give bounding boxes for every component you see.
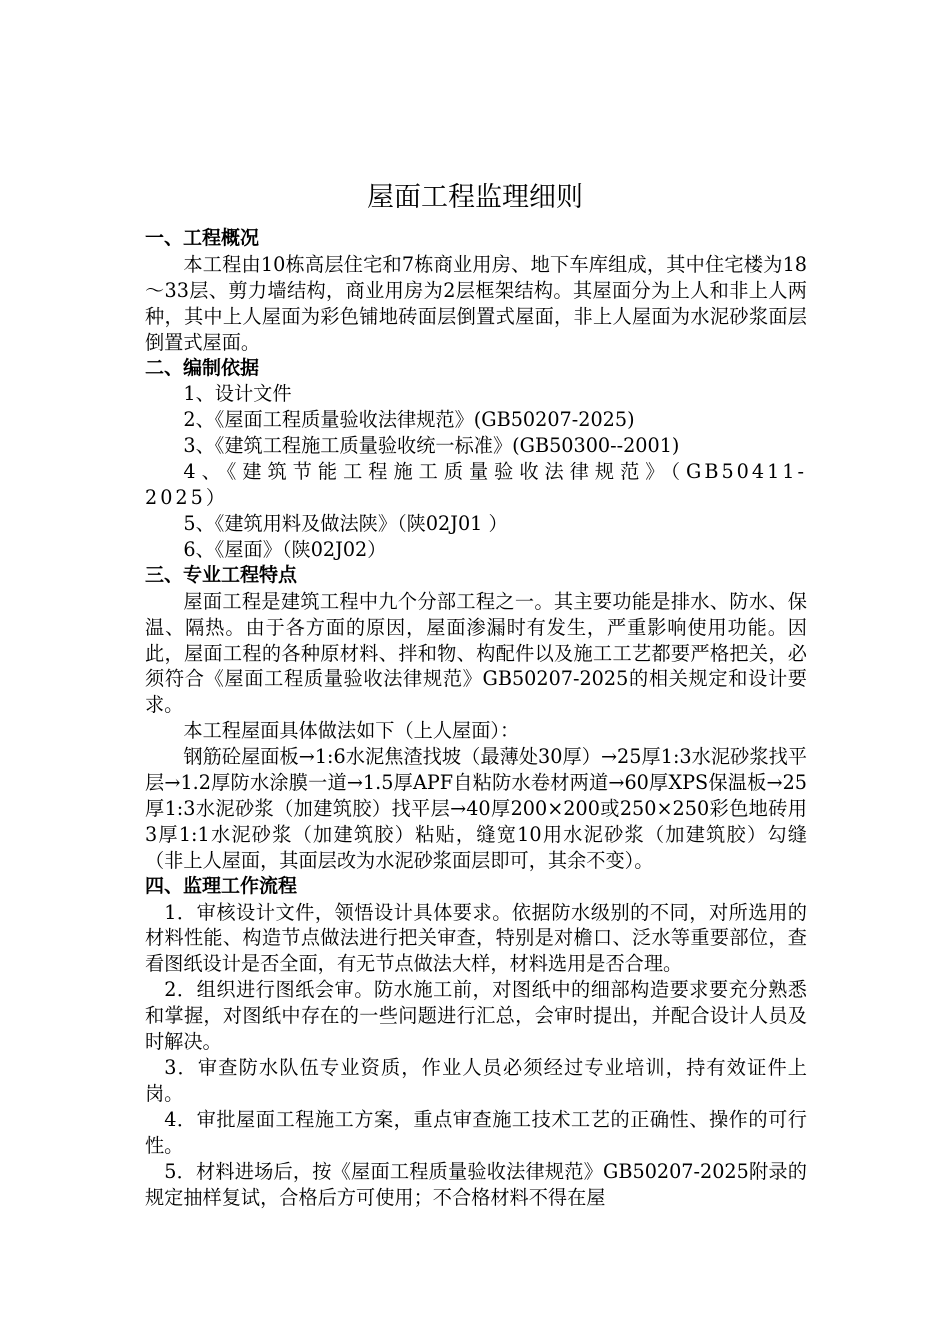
workflow-item: 2．组织进行图纸会审。防水施工前，对图纸中的细部构造要求要充分熟悉和掌握，对图纸中存在的一些问题进行汇总，会审时提出，并配合设计人员及时解决。 — [145, 978, 807, 1054]
document-title: 屋面工程监理细则 — [367, 182, 583, 213]
basis-item: 1、设计文件 — [183, 382, 292, 406]
section-heading-overview: 一、工程概况 — [145, 227, 260, 249]
section-heading-basis: 二、编制依据 — [145, 356, 260, 379]
overview-paragraph: 本工程由10栋高层住宅和7栋商业用房、地下车库组成，其中住宅楼为18～33层、剪力墙结构，商业用房为2层框架结构。其屋面分为上人和非上人两种，其中上人屋面为彩色铺地砖面层倒置式屋面，非上人屋面为水泥砂浆面层倒置式屋面。 — [145, 252, 807, 354]
workflow-item: 5．材料进场后，按《屋面工程质量验收法律规范》GB50207-2025附录的规定抽样复试，合格后方可使用；不合格材料不得在屋 — [145, 1159, 807, 1209]
basis-item: 3、《建筑工程施工质量验收统一标准》(GB50300--2001) — [183, 434, 680, 458]
basis-item: 6、《屋面》（陕02J02） — [183, 537, 387, 561]
features-paragraph: 屋面工程是建筑工程中九个分部工程之一。其主要功能是排水、防水、保温、隔热。由于各方面的原因，屋面渗漏时有发生，严重影响使用功能。因此，屋面工程的各种原材料、拌和物、构配件以及施工工艺都要严格把关，必须符合《屋面工程质量验收法律规范》GB50207-2025的相关规定和设计要求。 — [145, 589, 807, 717]
workflow-item: 3．审查防水队伍专业资质，作业人员必须经过专业培训，持有效证件上岗。 — [145, 1056, 807, 1105]
section-heading-workflow: 四、监理工作流程 — [145, 874, 298, 897]
features-paragraph: 钢筋砼屋面板→1:6水泥焦渣找坡（最薄处30厚）→25厚1:3水泥砂浆找平层→1.2厚防水涂膜一道→1.5厚APF自粘防水卷材两道→60厚XPS保温板→25厚1:3水泥砂浆（加建筑胶）找平层→40厚200×200或250×250彩色地砖用3厚1:1水泥砂浆（加建筑胶）粘贴，缝宽10用水泥砂浆（加建筑胶）勾缝（非上人屋面，其面层改为水泥砂浆面层即可，其余不变）。 — [145, 745, 807, 872]
basis-item: 5、《建筑用料及做法陕》（陕02J01 ） — [183, 511, 508, 535]
workflow-item: 4．审批屋面工程施工方案，重点审查施工技术工艺的正确性、操作的可行性。 — [145, 1107, 807, 1157]
workflow-item: 1．审核设计文件，领悟设计具体要求。依据防水级别的不同，对所选用的材料性能、构造节点做法进行把关审查，特别是对檐口、泛水等重要部位，查看图纸设计是否全面，有无节点做法大样，材料选用是否合理。 — [145, 900, 807, 976]
basis-item: 4、《建筑节能工程施工质量验收法律规范》（GB50411-2025） — [145, 460, 807, 510]
section-heading-features: 三、专业工程特点 — [145, 563, 298, 586]
basis-item: 2、《屋面工程质量验收法律规范》(GB50207-2025) — [183, 408, 635, 432]
document-body — [145, 226, 807, 1210]
features-paragraph: 本工程屋面具体做法如下（上人屋面）： — [183, 719, 520, 743]
